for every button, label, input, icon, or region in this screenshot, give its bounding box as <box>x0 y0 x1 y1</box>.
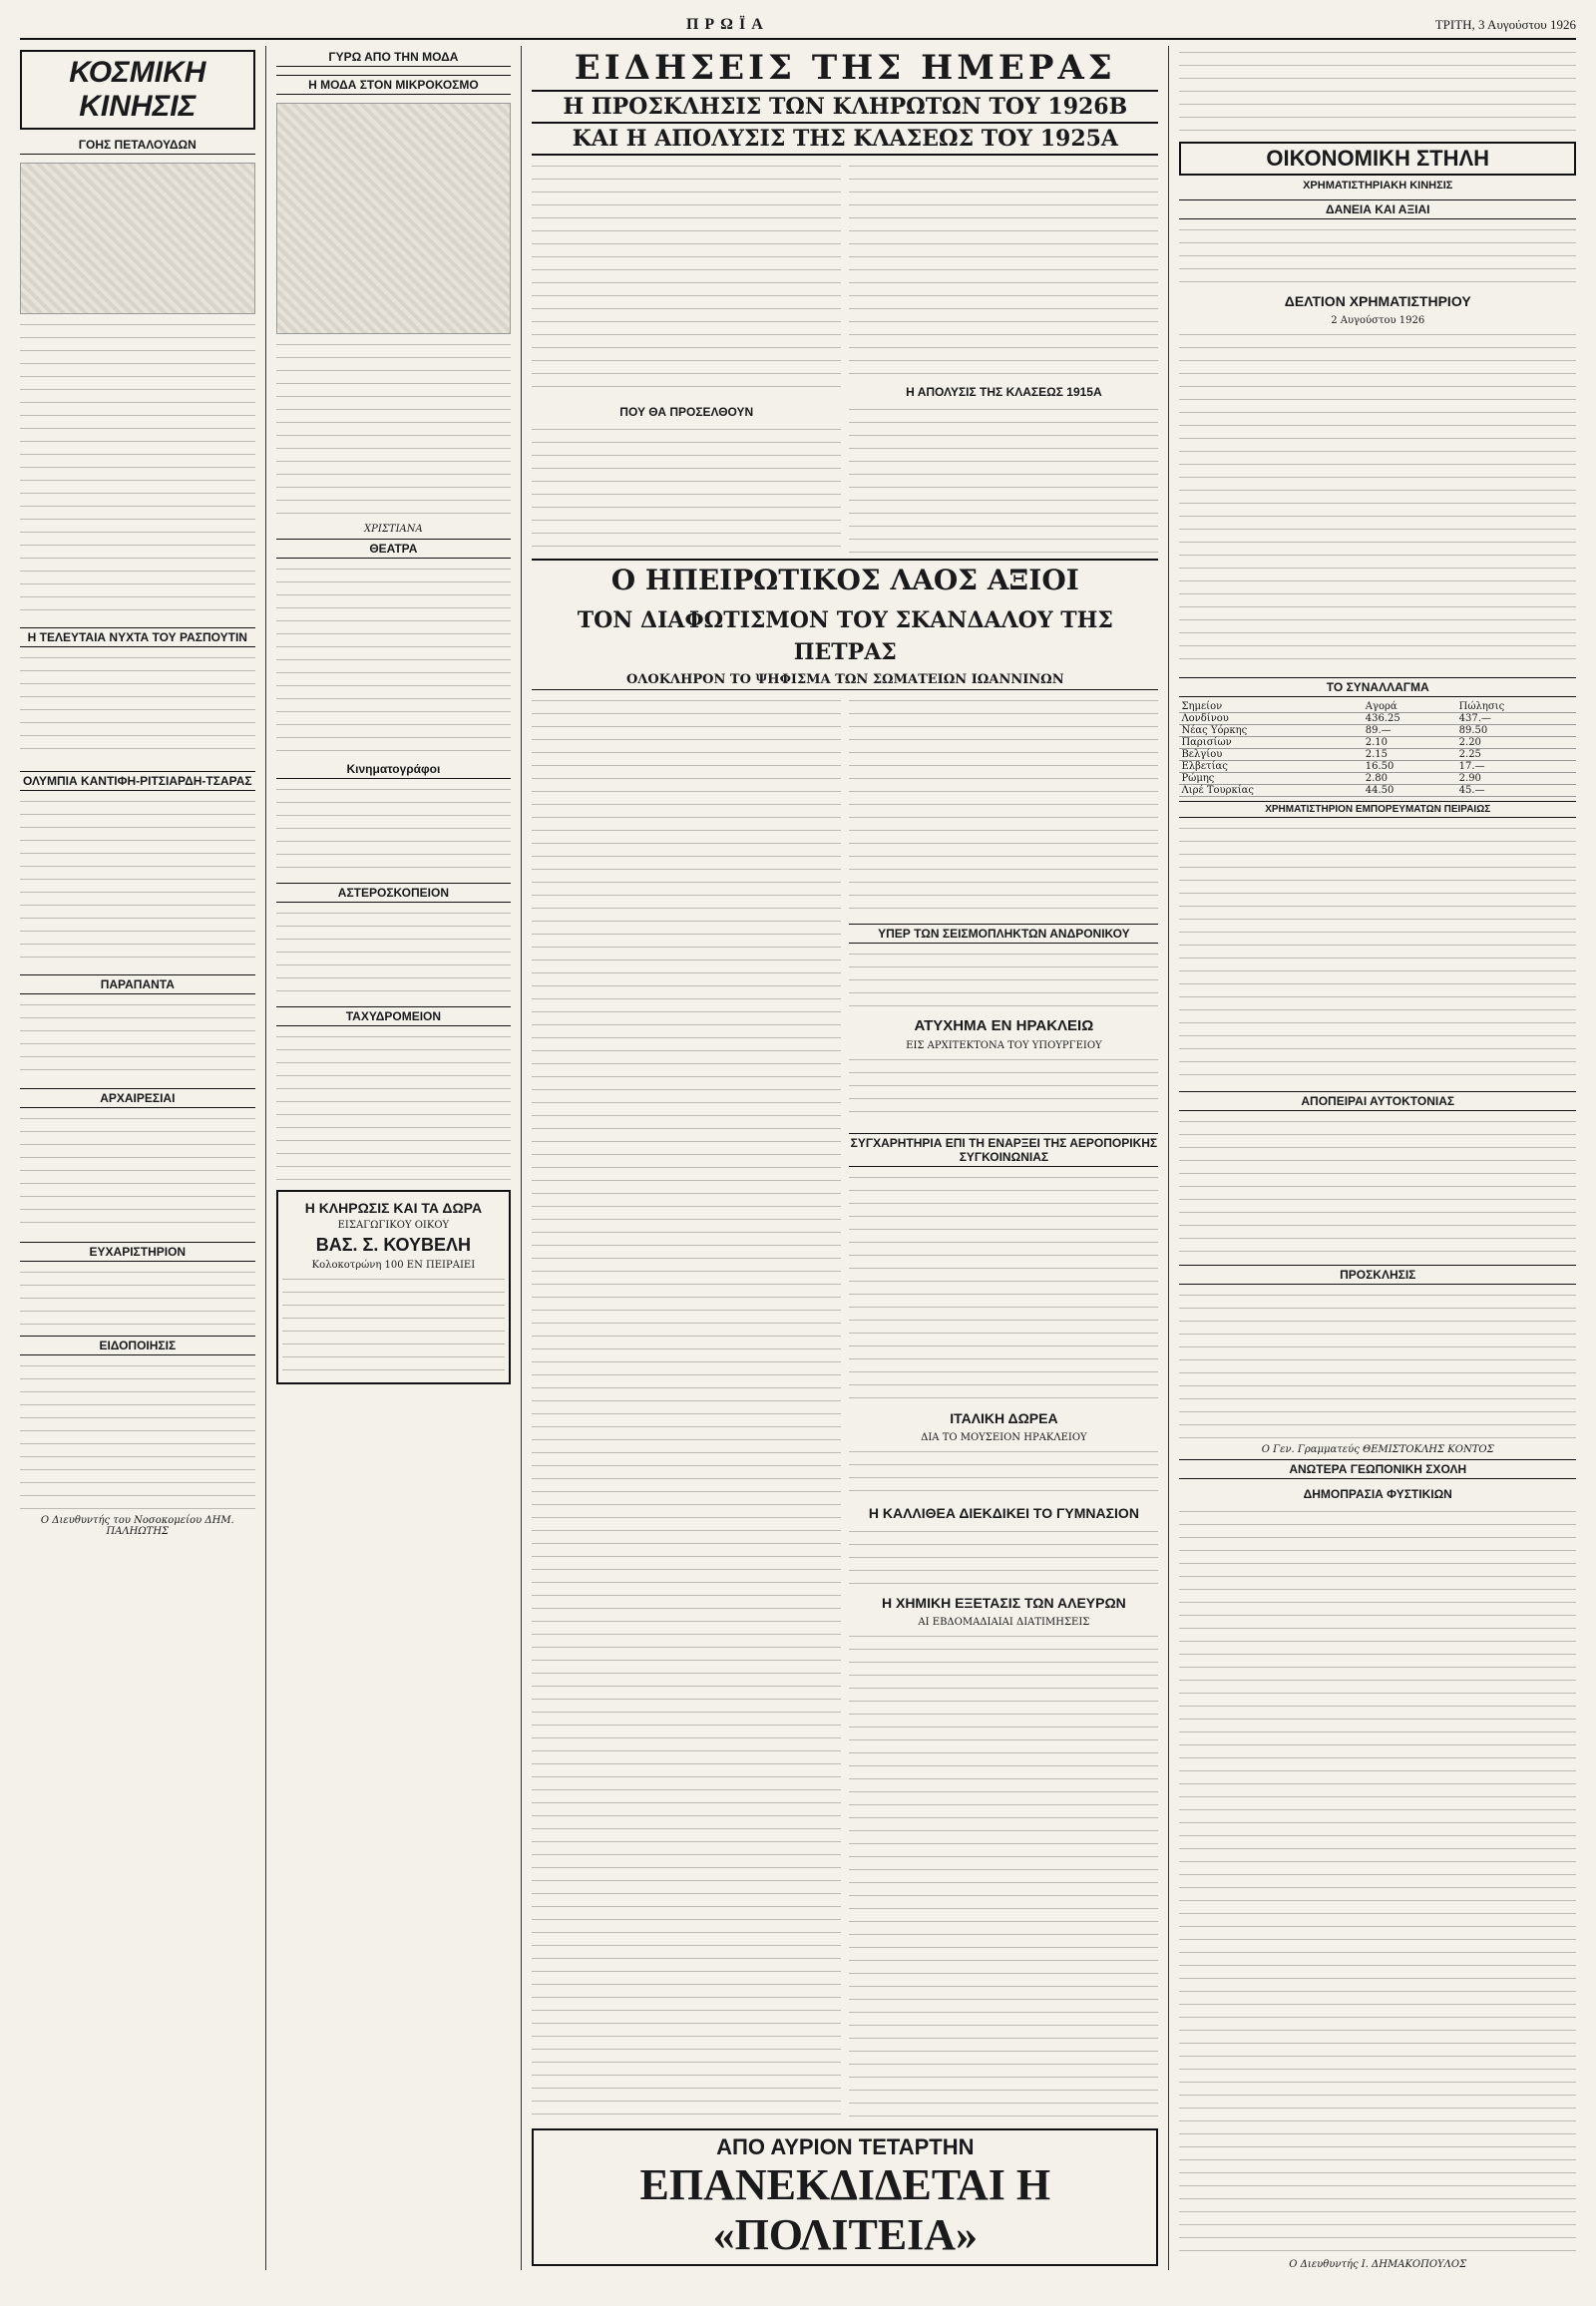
rates-header: Πώλησις <box>1457 701 1576 713</box>
rate-currency: Λιρέ Τουρκίας <box>1179 785 1363 797</box>
article-text <box>276 907 512 996</box>
rate-row <box>1179 761 1576 773</box>
article-text <box>849 160 1158 375</box>
rate-row <box>1179 785 1576 797</box>
subheading-xrimat: ΧΡΗΜΑΤΙΣΤΗΡΙΑΚΗ ΚΙΝΗΣΙΣ <box>1303 180 1453 192</box>
butterfly-illustration <box>20 163 255 314</box>
heading-apolysis: Η ΑΠΟΛΥΣΙΣ ΤΗΣ ΚΛΑΣΕΩΣ 1915Α <box>906 385 1102 399</box>
exchange-rates-table <box>1179 701 1576 797</box>
article-text <box>1179 1505 1576 2253</box>
heading-ximiki: Η ΧΗΜΙΚΗ ΕΞΕΤΑΣΙΣ ΤΩΝ ΑΛΕΥΡΩΝ <box>881 1595 1126 1611</box>
rate-buy: 2.10 <box>1364 737 1457 749</box>
signature-kontos: Ο Γεν. Γραμματεύς ΘΕΜΙΣΤΟΚΛΗΣ ΚΟΝΤΟΣ <box>1261 1444 1494 1455</box>
stock-table <box>1179 328 1576 667</box>
article-text <box>20 651 255 761</box>
article-text <box>849 1053 1158 1123</box>
article-text <box>849 403 1158 553</box>
newspaper-page <box>20 12 1576 2276</box>
advertisement-kouveli <box>276 1190 512 1384</box>
article-text <box>532 423 841 553</box>
epirus-subheadline: ΟΛΟΚΛΗΡΟΝ ΤΟ ΨΗΦΙΣΜΑ ΤΩΝ ΣΩΜΑΤΕΙΩΝ ΙΩΑΝΝΙΝΩΝ <box>532 672 1158 690</box>
heading-asteroskopeion: ΑΣΤΕΡΟΣΚΟΠΕΙΟΝ <box>276 883 512 903</box>
rate-sell: 437.— <box>1457 713 1576 725</box>
ad-title: Η ΚΛΗΡΩΣΙΣ ΚΑΙ ΤΑ ΔΩΡΑ <box>304 1200 483 1216</box>
section-news-of-day: ΕΙΔΗΣΕΙΣ ΤΗΣ ΗΜΕΡΑΣ <box>532 46 1158 92</box>
ad-line: ΕΙΣΑΓΩΓΙΚΟΥ ΟΙΚΟΥ <box>337 1220 450 1231</box>
column-economy <box>1179 46 1576 2270</box>
rate-currency: Λονδίνου <box>1179 713 1363 725</box>
rate-sell: 2.90 <box>1457 773 1576 785</box>
rate-currency: Παρισίων <box>1179 737 1363 749</box>
subtitle-goes: ΓΟΗΣ ΠΕΤΑΛΟΥΔΩΝ <box>20 138 255 155</box>
fashion-illustration <box>276 103 512 334</box>
banner-kosmiki: ΚΟΣΜΙΚΗ ΚΙΝΗΣΙΣ <box>20 50 255 130</box>
heading-arxairesiai: ΑΡΧΑΙΡΕΣΙΑΙ <box>20 1088 255 1108</box>
heading-deltion: ΔΕΛΤΙΟΝ ΧΡΗΜΑΤΙΣΤΗΡΙΟΥ <box>1284 293 1471 309</box>
promo-line-2: ΕΠΑΝΕΚΔΙΔΕΤΑΙ Η «ΠΟΛΙΤΕΙΑ» <box>639 2160 1051 2259</box>
issue-date: ΤΡΙΤΗ, 3 Αυγούστου 1926 <box>1434 17 1576 32</box>
signature-dimakopoulos: Ο Διευθυντής Ι. ΔΗΜΑΚΟΠΟΥΛΟΣ <box>1289 2259 1467 2270</box>
subheading-italiki: ΔΙΑ ΤΟ ΜΟΥΣΕΙΟΝ ΗΡΑΚΛΕΙΟΥ <box>921 1432 1087 1443</box>
heading-seismos: ΥΠΕΡ ΤΩΝ ΣΕΙΣΜΟΠΛΗΚΤΩΝ ΑΝΔΡΟΝΙΚΟΥ <box>849 924 1158 944</box>
ad-name: ΒΑΣ. Σ. ΚΟΥΒΕΛΗ <box>315 1235 472 1255</box>
article-text <box>849 694 1158 914</box>
article-text <box>20 1112 255 1232</box>
promo-politeia <box>532 2128 1158 2266</box>
article-text <box>20 1266 255 1326</box>
deltion-date: 2 Αυγούστου 1926 <box>1331 315 1425 326</box>
heading-eucharistirion: ΕΥΧΑΡΙΣΤΗΡΙΟΝ <box>20 1242 255 1262</box>
rates-header: Αγορά <box>1364 701 1457 713</box>
article-text <box>849 1525 1158 1585</box>
promo-line-1: ΑΠΟ ΑΥΡΙΟΝ ΤΕΤΑΡΤΗΝ <box>716 2134 975 2159</box>
column-fashion <box>276 46 512 2270</box>
masthead <box>20 12 1576 40</box>
article-text <box>532 694 841 2118</box>
heading-theatra: ΘΕΑΤΡΑ <box>276 539 512 559</box>
article-text <box>20 1359 255 1509</box>
rate-buy: 436.25 <box>1364 713 1457 725</box>
subheading-atyxima: ΕΙΣ ΑΡΧΙΤΕΚΤΟΝΑ ΤΟΥ ΥΠΟΥΡΓΕΙΟΥ <box>906 1040 1102 1051</box>
rate-sell: 89.50 <box>1457 725 1576 737</box>
rate-sell: 2.25 <box>1457 749 1576 761</box>
rate-buy: 2.15 <box>1364 749 1457 761</box>
column-society <box>20 46 255 2270</box>
epirus-headline-2: ΤΟΝ ΔΙΑΦΩΤΙΣΜΟΝ ΤΟΥ ΣΚΑΝΔΑΛΟΥ ΤΗΣ ΠΕΤΡΑΣ <box>577 607 1113 665</box>
article-text <box>849 1171 1158 1400</box>
lead-headline-1: Η ΠΡΟΣΚΛΗΣΙΣ ΤΩΝ ΚΛΗΡΩΤΩΝ ΤΟΥ 1926Β <box>532 92 1158 124</box>
heading-anotera: ΑΝΩΤΕΡΑ ΓΕΩΠΟΝΙΚΗ ΣΧΟΛΗ <box>1179 1459 1576 1479</box>
signature-christiana: ΧΡΙΣΤΙΑΝΑ <box>364 524 423 535</box>
heading-eidopoiiseis: ΕΙΔΟΠΟΙΗΣΙΣ <box>20 1336 255 1355</box>
rate-row <box>1179 713 1576 725</box>
column-rule <box>265 46 266 2270</box>
subheading-mikrokosmo: Η ΜΟΔΑ ΣΤΟΝ ΜΙΚΡΟΚΟΣΜΟ <box>276 75 512 95</box>
article-text <box>849 1445 1158 1495</box>
heading-moda: ΓΥΡΩ ΑΠΟ ΤΗΝ ΜΟΔΑ <box>276 50 512 67</box>
section-economy: ΟΙΚΟΝΟΜΙΚΗ ΣΤΗΛΗ <box>1179 142 1576 176</box>
heading-cinema: Κινηματογράφοι <box>276 762 512 779</box>
rate-buy: 44.50 <box>1364 785 1457 797</box>
ad-address: Κολοκοτρώνη 100 ΕΝ ΠΕΙΡΑΙΕΙ <box>311 1260 476 1271</box>
rate-row <box>1179 725 1576 737</box>
article-text <box>276 338 512 518</box>
rate-sell: 17.— <box>1457 761 1576 773</box>
rate-currency: Βελγίου <box>1179 749 1363 761</box>
rate-currency: Ελβετίας <box>1179 761 1363 773</box>
lead-headline-2: ΚΑΙ Η ΑΠΟΛΥΣΙΣ ΤΗΣ ΚΛΑΣΕΩΣ ΤΟΥ 1925Α <box>532 124 1158 156</box>
rate-currency: Νέας Υόρκης <box>1179 725 1363 737</box>
heading-parapanta: ΠΑΡΑΠΑΝΤΑ <box>20 974 255 994</box>
article-text <box>1179 46 1576 136</box>
article-text <box>1179 223 1576 283</box>
article-text <box>20 318 255 617</box>
heading-syn: ΤΟ ΣΥΝΑΛΛΑΓΜΑ <box>1179 677 1576 697</box>
subheading-ximiki: ΑΙ ΕΒΔΟΜΑΔΙΑΙΑΙ ΔΙΑΤΙΜΗΣΕΙΣ <box>918 1617 1090 1628</box>
heading-olympia: ΟΛΥΜΠΙΑ ΚΑΝΤΙΦΗ-ΡΙΤΣΙΑΡΔΗ-ΤΣΑΡΑΣ <box>20 771 255 791</box>
signature-paliotis: Ο Διευθυντής του Νοσοκομείου ΔΗΜ. ΠΑΛΗΩΤΗΣ <box>40 1515 234 1537</box>
article-text <box>1179 1289 1576 1438</box>
column-rule <box>521 46 522 2270</box>
article-text <box>849 948 1158 1007</box>
rate-buy: 2.80 <box>1364 773 1457 785</box>
heading-rasputin: Η ΤΕΛΕΥΤΑΙΑ ΝΥΧΤΑ ΤΟΥ ΡΑΣΠΟΥΤΙΝ <box>20 627 255 647</box>
article-text <box>276 563 512 752</box>
article-text <box>20 998 255 1078</box>
rate-row <box>1179 749 1576 761</box>
heading-sygxaritiria: ΣΥΓΧΑΡΗΤΗΡΙΑ ΕΠΙ ΤΗ ΕΝΑΡΞΕΙ ΤΗΣ ΑΕΡΟΠΟΡΙΚΗΣ ΣΥΓΚΟΙΝΩΝΙΑΣ <box>849 1133 1158 1167</box>
article-text <box>276 783 512 873</box>
article-text <box>1179 822 1576 1081</box>
article-text <box>20 795 255 964</box>
rate-sell: 2.20 <box>1457 737 1576 749</box>
heading-taxydromeion: ΤΑΧΥΔΡΟΜΕΙΟΝ <box>276 1006 512 1026</box>
article-text <box>1179 1115 1576 1255</box>
column-news <box>532 46 1158 2270</box>
rate-buy: 89.— <box>1364 725 1457 737</box>
rate-sell: 45.— <box>1457 785 1576 797</box>
article-text <box>849 1630 1158 2118</box>
heading-kallithea: Η ΚΑΛΛΙΘΕΑ ΔΙΕΚΔΙΚΕΙ ΤΟ ΓΥΜΝΑΣΙΟΝ <box>868 1505 1139 1521</box>
heading-italiki: ΙΤΑΛΙΚΗ ΔΩΡΕΑ <box>950 1410 1058 1426</box>
rates-header: Σημείον <box>1179 701 1363 713</box>
article-text <box>532 160 841 395</box>
heading-prosklisis: ΠΡΟΣΚΛΗΣΙΣ <box>1179 1265 1576 1285</box>
heading-apopeirai: ΑΠΟΠΕΙΡΑΙ ΑΥΤΟΚΤΟΝΙΑΣ <box>1179 1091 1576 1111</box>
newspaper-title: ΠΡΩΪΑ <box>685 16 769 33</box>
rate-row <box>1179 737 1576 749</box>
rate-currency: Ρώμης <box>1179 773 1363 785</box>
rate-row <box>1179 773 1576 785</box>
column-rule <box>1168 46 1169 2270</box>
article-text <box>276 1030 512 1180</box>
rate-buy: 16.50 <box>1364 761 1457 773</box>
ad-text <box>282 1273 506 1372</box>
heading-dimoprasia: ΔΗΜΟΠΡΑΣΙΑ ΦΥΣΤΙΚΙΩΝ <box>1303 1487 1452 1501</box>
epirus-headline-1: Ο ΗΠΕΙΡΩΤΙΚΟΣ ΛΑΟΣ ΑΞΙΟΙ <box>532 559 1158 600</box>
heading-atyxima: ΑΤΥΧΗΜΑ ΕΝ ΗΡΑΚΛΕΙΩ <box>914 1017 1094 1034</box>
heading-daneia: ΔΑΝΕΙΑ ΚΑΙ ΑΞΙΑΙ <box>1179 199 1576 219</box>
heading-pou: ΠΟΥ ΘΑ ΠΡΟΣΕΛΘΟΥΝ <box>619 405 754 419</box>
heading-xrimat-pir: ΧΡΗΜΑΤΙΣΤΗΡΙΟΝ ΕΜΠΟΡΕΥΜΑΤΩΝ ΠΕΙΡΑΙΩΣ <box>1179 801 1576 818</box>
